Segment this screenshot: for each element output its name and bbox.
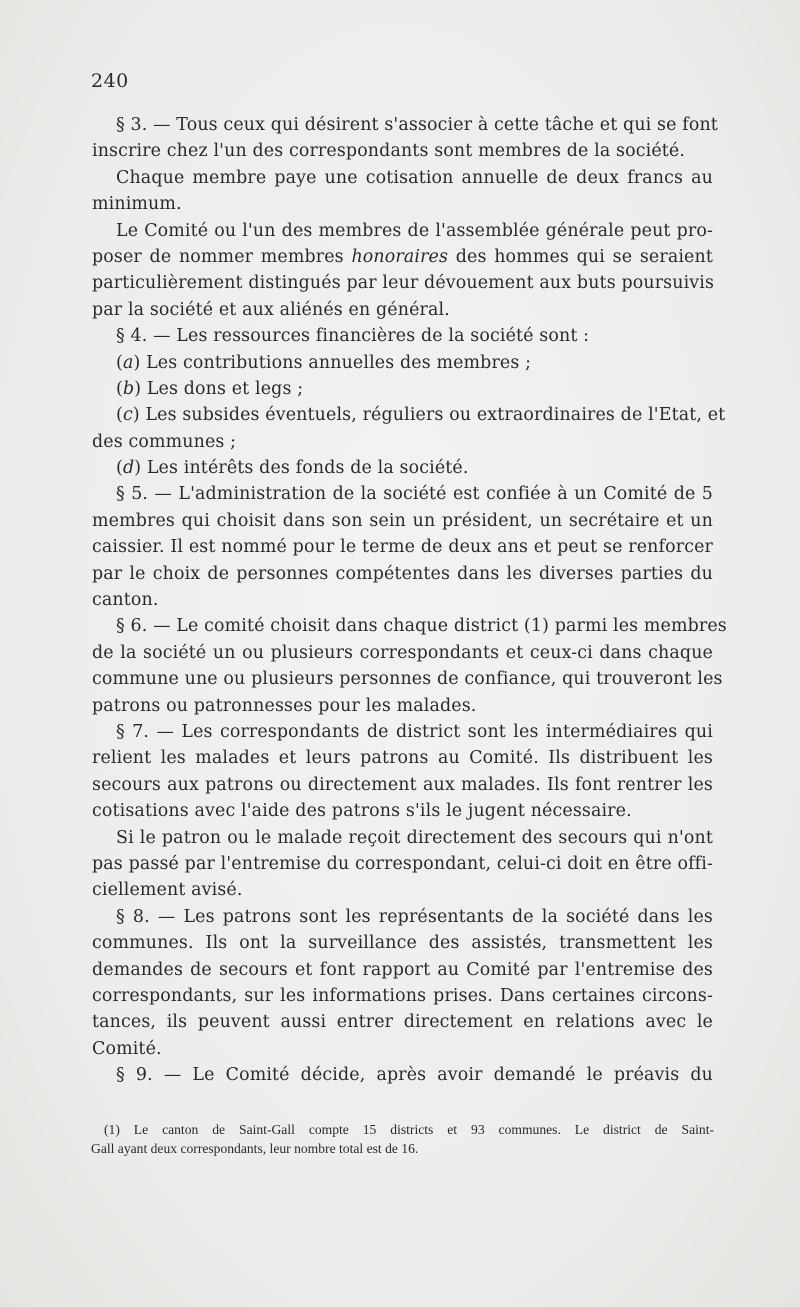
- text-line: inscrire chez l'un des correspondants sont membres de la société.: [92, 141, 686, 162]
- text-line: § 4. — Les ressources financières de la société sont :: [116, 326, 590, 347]
- text-line: des communes ;: [92, 431, 237, 452]
- text-line: § 9. — Le Comité décide, après avoir demandé le préavis du: [116, 1065, 713, 1086]
- text-line: de la société un ou plusieurs correspondants et ceux-ci dans chaque: [92, 642, 713, 663]
- text-line: caissier. Il est nommé pour le terme de deux ans et peut se renforcer: [92, 537, 713, 558]
- text-line: pas passé par l'entremise du correspondant, celui-ci doit en être offi-: [92, 853, 713, 874]
- text-line: § 8. — Les patrons sont les représentants de la société dans les: [116, 906, 713, 927]
- text-line: minimum.: [92, 194, 182, 215]
- text-line: cotisations avec l'aide des patrons s'ils le jugent nécessaire.: [92, 801, 632, 822]
- text-line: particulièrement distingués par leur dévouement aux buts poursuivis: [92, 273, 715, 294]
- footnotes: [91, 1120, 714, 1158]
- text-line: Chaque membre paye une cotisation annuelle de deux francs au: [116, 167, 713, 188]
- text-line: secours aux patrons ou directement aux malades. Ils font rentrer les: [92, 774, 713, 795]
- text-line: canton.: [92, 590, 159, 611]
- footnote-line: (1) Le canton de Saint-Gall compte 15 districts et 93 communes. Le district de Saint-: [104, 1122, 714, 1137]
- text-line: Comité.: [92, 1038, 162, 1059]
- text-line: § 7. — Les correspondants de district sont les intermédiaires qui: [116, 721, 713, 742]
- text-line: tances, ils peuvent aussi entrer directement en relations avec le: [92, 1012, 713, 1033]
- text-line: par la société et aux aliénés en général.: [92, 299, 450, 320]
- text-line: membres qui choisit dans son sein un président, un secrétaire et un: [92, 510, 713, 531]
- text-line: § 3. — Tous ceux qui désirent s'associer à cette tâche et qui se font: [116, 115, 718, 135]
- text-line: demandes de secours et font rapport au Comité par l'entremise des: [92, 959, 713, 980]
- text-line: § 5. — L'administration de la société est confiée à un Comité de 5: [116, 484, 713, 505]
- text-line: communes. Ils ont la surveillance des assistés, transmettent les: [92, 933, 713, 954]
- text-line: § 6. — Le comité choisit dans chaque district (1) parmi les membres: [116, 616, 727, 637]
- text-line: ciellement avisé.: [92, 880, 243, 901]
- text-line: Si le patron ou le malade reçoit directement des secours qui n'ont: [116, 827, 713, 848]
- footnote-line: Gall ayant deux correspondants, leur nombre total est de 16.: [91, 1141, 419, 1156]
- text-line: patrons ou patronnesses pour les malades.: [92, 695, 477, 716]
- text-line: commune une ou plusieurs personnes de confiance, qui trouveront les: [92, 669, 723, 690]
- text-line: (c) Les subsides éventuels, réguliers ou extraordinaires de l'Etat, et: [116, 405, 726, 426]
- text-line: (a) Les contributions annuelles des membres ;: [116, 352, 532, 373]
- enum-letter: c: [122, 405, 133, 426]
- italic-word: honoraires: [351, 246, 449, 267]
- enum-letter: d: [122, 458, 135, 479]
- enum-letter: a: [122, 352, 134, 373]
- text-line: correspondants, sur les informations prises. Dans certaines circons-: [92, 985, 713, 1006]
- text-line: relient les malades et leurs patrons au Comité. Ils distribuent les: [92, 748, 713, 769]
- text-line: poser de nommer membres honoraires des hommes qui se seraient: [92, 246, 713, 267]
- text-line: (b) Les dons et legs ;: [116, 378, 304, 399]
- body-text: [92, 112, 727, 1088]
- text-line: (d) Les intérêts des fonds de la société.: [116, 458, 469, 479]
- text-line: par le choix de personnes compétentes dans les diverses parties du: [92, 563, 713, 584]
- text-line: Le Comité ou l'un des membres de l'assemblée générale peut pro-: [116, 220, 713, 241]
- enum-letter: b: [122, 378, 135, 399]
- page-number: 240: [91, 70, 129, 92]
